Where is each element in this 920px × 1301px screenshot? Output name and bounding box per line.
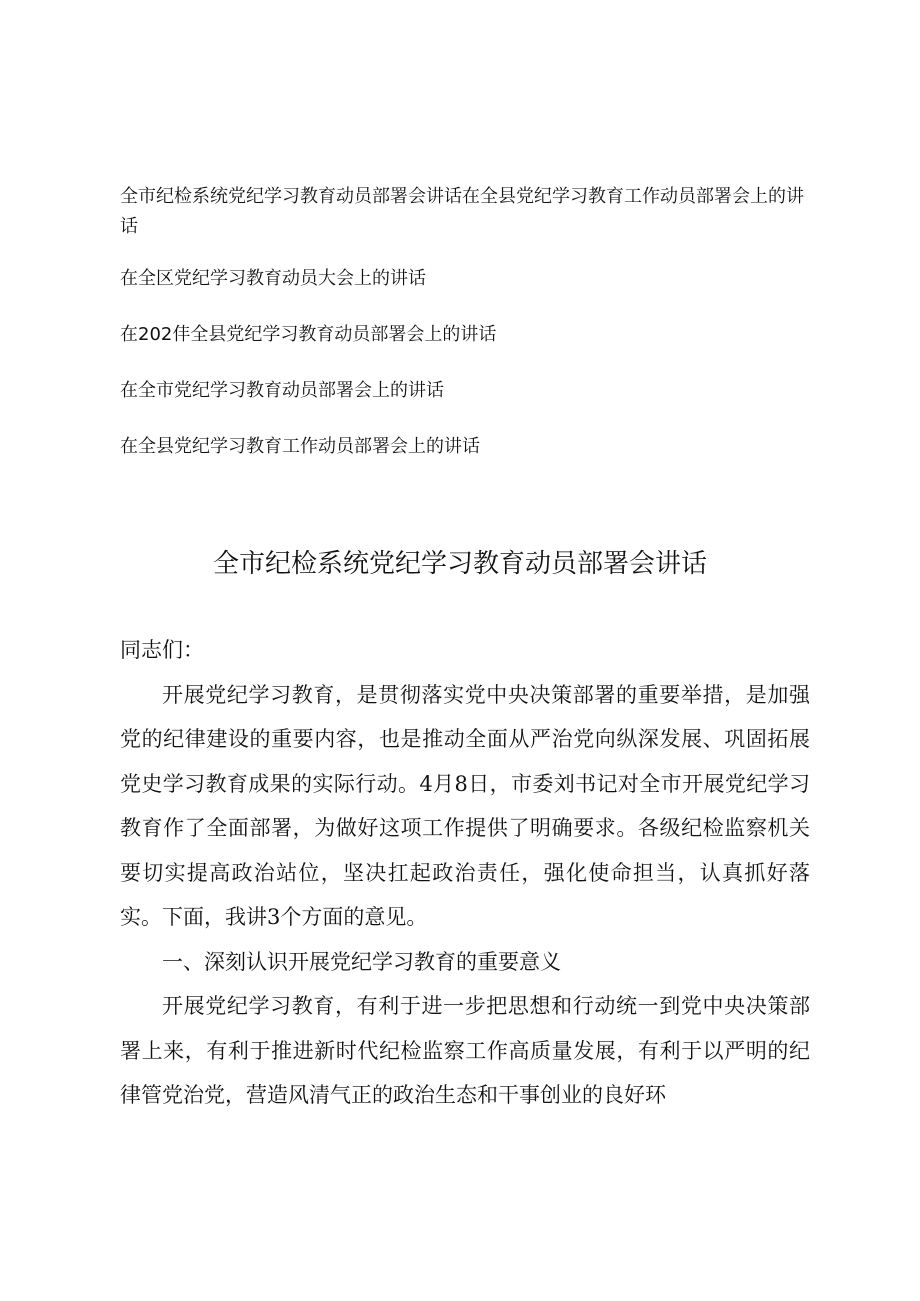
toc-item: 全市纪检系统党纪学习教育动员部署会讲话在全县党纪学习教育工作动员部署会上的讲话 [120, 186, 804, 237]
salutation: 同志们： [120, 638, 204, 662]
toc-item: 在全县党纪学习教育工作动员部署会上的讲话 [120, 436, 480, 457]
toc-item: 在202仹全县党纪学习教育动员部署会上的讲话 [120, 324, 497, 345]
document-title: 全市纪检系统党纪学习教育动员部署会讲话 [212, 549, 707, 579]
body-paragraph: 开展党纪学习教育，是贯彻落实党中央决策部署的重要举措，是加强党的纪律建设的重要内容，也是推动全面从严治党向纵深发展、巩固拓展党史学习教育成果的实际行动。4月8日，市委刘书记对全市开展党纪学习教育作了全面部署，为做好这项工作提供了明确要求。各级纪检监察机关要切实提高政治站位，坚决扛起政治责任，强化使命担当，认真抓好落实。下面，我讲3个方面的意见。 [120, 682, 810, 929]
toc-item: 在全区党纪学习教育动员大会上的讲话 [120, 268, 426, 289]
body-paragraph: 开展党纪学习教育，有利于进一步把思想和行动统一到党中央决策部署上来，有利于推进新时代纪检监察工作高质量发展，有利于以严明的纪律管党治党，营造风清气正的政治生态和干事创业的良好环 [120, 994, 810, 1107]
section-heading: 一、深刻认识开展党纪学习教育的重要意义 [162, 949, 561, 974]
table-of-contents [120, 182, 820, 488]
document-body [120, 628, 810, 1118]
toc-item: 在全市党纪学习教育动员部署会上的讲话 [120, 380, 444, 401]
